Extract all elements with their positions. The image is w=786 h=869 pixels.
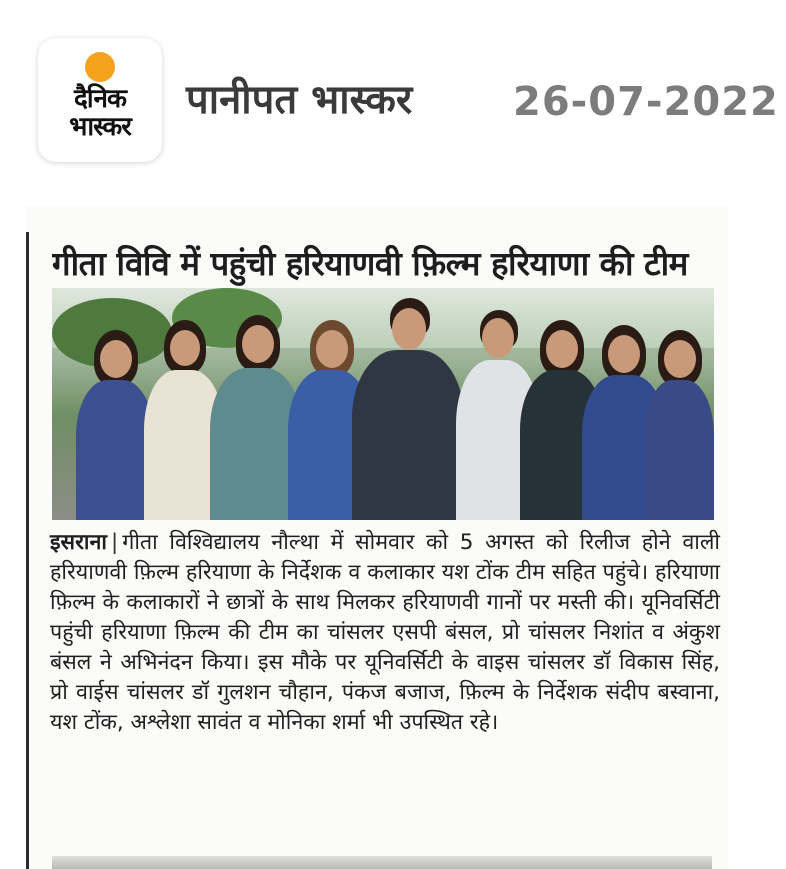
logo-line-2: भास्कर: [69, 112, 131, 142]
group-photo: [52, 288, 714, 520]
article-text: गीता विश्विद्यालय नौल्था में सोमवार को 5 अगस्त को रिलीज होने वाली हरियाणवी फ़िल्म हरियाणा के निर्देशक व कलाकार यश टोंक टीम सहित पहुंचे। हरियाणा फ़िल्म के कलाकारों ने छात्रों के साथ मिलकर हरियाणवी गानों पर मस्ती की। यूनिवर्सिटी पहुंची हरियाणा फ़िल्म की टीम का चांसलर एसपी बंसल, प्रो चांसलर निशांत व अंकुश बंसल ने अभिनंदन किया। इस मौके पर यूनिवर्सिटी के वाइस चांसलर डॉ विकास सिंह, प्रो वाईस चांसलर डॉ गुलशन चौहान, पंकज बजाज, फ़िल्म के निर्देशक संदीप बस्वाना, यश टोंक, अश्लेशा सावंत व मोनिका शर्मा भी उपस्थित रहे।: [50, 530, 720, 735]
page-header: [0, 0, 786, 190]
article-body: [50, 528, 720, 738]
column-rule: [26, 232, 29, 869]
photo-person: [644, 330, 714, 520]
article-headline: गीता विवि में पहुंची हरियाणवी फ़िल्म हरियाणा की टीम: [52, 244, 688, 283]
dateline-separator: |: [110, 530, 119, 555]
photo-person: [76, 330, 154, 520]
logo-line-1: दैनिक: [74, 84, 126, 114]
photo-person: [352, 298, 464, 520]
dainik-bhaskar-logo-icon: [38, 38, 162, 162]
logo-sun: [85, 52, 115, 82]
paper-name: पानीपत भास्कर: [186, 77, 413, 123]
news-clipping: [26, 206, 728, 869]
paper-date: 26-07-2022: [513, 79, 779, 125]
clipping-cutoff: [52, 856, 712, 869]
article-dateline: इसराना: [50, 530, 107, 555]
